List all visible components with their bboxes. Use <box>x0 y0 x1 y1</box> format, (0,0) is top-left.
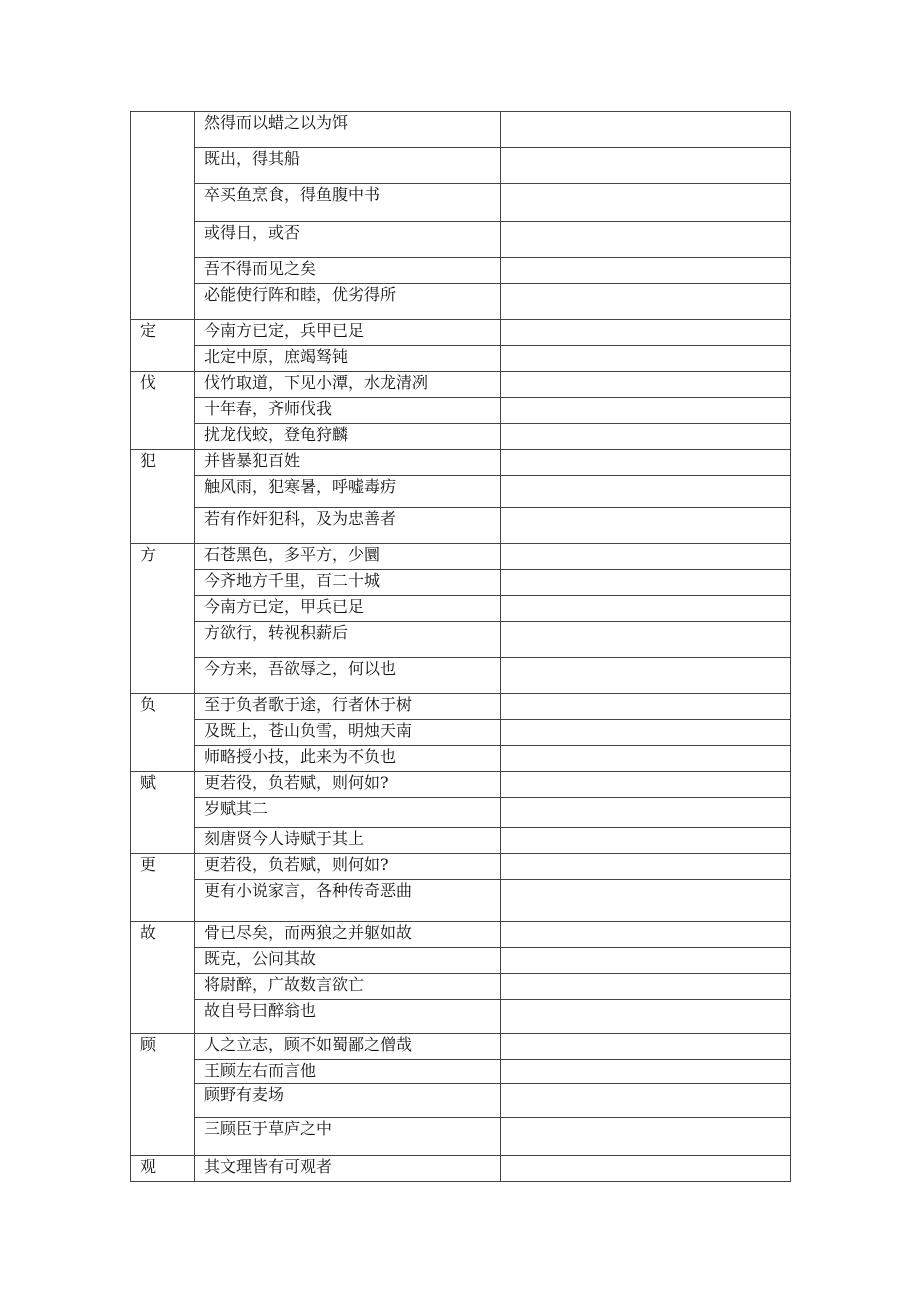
table-row <box>131 622 791 658</box>
sentence-cell: 伐竹取道，下见小潭，水龙清冽 <box>195 372 501 398</box>
explanation-cell <box>501 398 791 424</box>
sentence-cell: 吾不得而见之矣 <box>195 258 501 284</box>
sentence-cell: 触风雨，犯寒暑，呼嘘毒疠 <box>195 476 501 508</box>
explanation-cell <box>501 544 791 570</box>
explanation-cell <box>501 922 791 948</box>
table-row <box>131 1156 791 1182</box>
explanation-cell <box>501 622 791 658</box>
table-row <box>131 596 791 622</box>
explanation-cell <box>501 694 791 720</box>
vocabulary-table-body <box>131 112 791 1182</box>
table-row <box>131 974 791 1000</box>
explanation-cell <box>501 148 791 184</box>
explanation-cell <box>501 372 791 398</box>
explanation-cell <box>501 1084 791 1118</box>
table-row <box>131 476 791 508</box>
explanation-cell <box>501 284 791 320</box>
table-row <box>131 450 791 476</box>
sentence-cell: 方欲行，转视积薪后 <box>195 622 501 658</box>
table-row <box>131 880 791 922</box>
sentence-cell: 顾野有麦场 <box>195 1084 501 1118</box>
table-row <box>131 1118 791 1156</box>
sentence-cell: 既出，得其船 <box>195 148 501 184</box>
sentence-cell: 师略授小技，此来为不负也 <box>195 746 501 772</box>
explanation-cell <box>501 320 791 346</box>
sentence-cell: 更若役，负若赋，则何如? <box>195 772 501 798</box>
character-cell: 犯 <box>131 450 195 544</box>
explanation-cell <box>501 828 791 854</box>
sentence-cell: 十年春，齐师伐我 <box>195 398 501 424</box>
table-row <box>131 508 791 544</box>
character-cell: 故 <box>131 922 195 1034</box>
sentence-cell: 扰龙伐蛟，登龟狩麟 <box>195 424 501 450</box>
sentence-cell: 既克，公问其故 <box>195 948 501 974</box>
sentence-cell: 若有作奸犯科，及为忠善者 <box>195 508 501 544</box>
table-row <box>131 1084 791 1118</box>
explanation-cell <box>501 948 791 974</box>
character-cell: 顾 <box>131 1034 195 1156</box>
sentence-cell: 人之立志，顾不如蜀鄙之僧哉 <box>195 1034 501 1060</box>
sentence-cell: 骨已尽矣，而两狼之并躯如故 <box>195 922 501 948</box>
explanation-cell <box>501 746 791 772</box>
explanation-cell <box>501 1034 791 1060</box>
explanation-cell <box>501 658 791 694</box>
table-row <box>131 1000 791 1034</box>
table-row <box>131 222 791 258</box>
explanation-cell <box>501 450 791 476</box>
table-row <box>131 828 791 854</box>
explanation-cell <box>501 772 791 798</box>
explanation-cell <box>501 570 791 596</box>
explanation-cell <box>501 222 791 258</box>
sentence-cell: 必能使行阵和睦，优劣得所 <box>195 284 501 320</box>
character-cell: 观 <box>131 1156 195 1182</box>
sentence-cell: 北定中原，庶竭驽钝 <box>195 346 501 372</box>
character-cell: 伐 <box>131 372 195 450</box>
explanation-cell <box>501 596 791 622</box>
explanation-cell <box>501 184 791 222</box>
table-row <box>131 694 791 720</box>
explanation-cell <box>501 974 791 1000</box>
table-row <box>131 570 791 596</box>
table-row <box>131 184 791 222</box>
sentence-cell: 刻唐贤今人诗赋于其上 <box>195 828 501 854</box>
character-cell: 负 <box>131 694 195 772</box>
explanation-cell <box>501 424 791 450</box>
sentence-cell: 及既上，苍山负雪，明烛天南 <box>195 720 501 746</box>
table-row <box>131 320 791 346</box>
sentence-cell: 更有小说家言，各种传奇恶曲 <box>195 880 501 922</box>
explanation-cell <box>501 1060 791 1084</box>
explanation-cell <box>501 798 791 828</box>
sentence-cell: 其文理皆有可观者 <box>195 1156 501 1182</box>
explanation-cell <box>501 880 791 922</box>
sentence-cell: 然得而以蜡之以为饵 <box>195 112 501 148</box>
vocabulary-table <box>130 111 791 1182</box>
table-row <box>131 854 791 880</box>
explanation-cell <box>501 720 791 746</box>
table-row <box>131 424 791 450</box>
table-row <box>131 1060 791 1084</box>
table-row <box>131 720 791 746</box>
sentence-cell: 将尉醉，广故数言欲亡 <box>195 974 501 1000</box>
table-row <box>131 1034 791 1060</box>
sentence-cell: 今齐地方千里，百二十城 <box>195 570 501 596</box>
character-cell: 方 <box>131 544 195 694</box>
explanation-cell <box>501 258 791 284</box>
explanation-cell <box>501 476 791 508</box>
sentence-cell: 岁赋其二 <box>195 798 501 828</box>
table-row <box>131 746 791 772</box>
sentence-cell: 王顾左右而言他 <box>195 1060 501 1084</box>
explanation-cell <box>501 346 791 372</box>
table-row <box>131 772 791 798</box>
sentence-cell: 至于负者歌于途，行者休于树 <box>195 694 501 720</box>
sentence-cell: 更若役，负若赋，则何如? <box>195 854 501 880</box>
table-row <box>131 148 791 184</box>
explanation-cell <box>501 508 791 544</box>
table-row <box>131 658 791 694</box>
table-row <box>131 284 791 320</box>
sentence-cell: 三顾臣于草庐之中 <box>195 1118 501 1156</box>
character-cell <box>131 112 195 320</box>
explanation-cell <box>501 854 791 880</box>
explanation-cell <box>501 1156 791 1182</box>
sentence-cell: 今南方已定，兵甲已足 <box>195 320 501 346</box>
sentence-cell: 今方来，吾欲辱之，何以也 <box>195 658 501 694</box>
sentence-cell: 或得日，或否 <box>195 222 501 258</box>
explanation-cell <box>501 1000 791 1034</box>
table-row <box>131 258 791 284</box>
table-row <box>131 948 791 974</box>
table-row <box>131 346 791 372</box>
character-cell: 赋 <box>131 772 195 854</box>
explanation-cell <box>501 112 791 148</box>
table-row <box>131 544 791 570</box>
sentence-cell: 故自号曰醉翁也 <box>195 1000 501 1034</box>
sentence-cell: 今南方已定，甲兵已足 <box>195 596 501 622</box>
table-row <box>131 398 791 424</box>
table-row <box>131 372 791 398</box>
table-row <box>131 798 791 828</box>
sentence-cell: 石苍黑色，多平方，少圜 <box>195 544 501 570</box>
character-cell: 更 <box>131 854 195 922</box>
character-cell: 定 <box>131 320 195 372</box>
sentence-cell: 卒买鱼烹食，得鱼腹中书 <box>195 184 501 222</box>
sentence-cell: 并皆暴犯百姓 <box>195 450 501 476</box>
table-row <box>131 922 791 948</box>
table-row <box>131 112 791 148</box>
explanation-cell <box>501 1118 791 1156</box>
